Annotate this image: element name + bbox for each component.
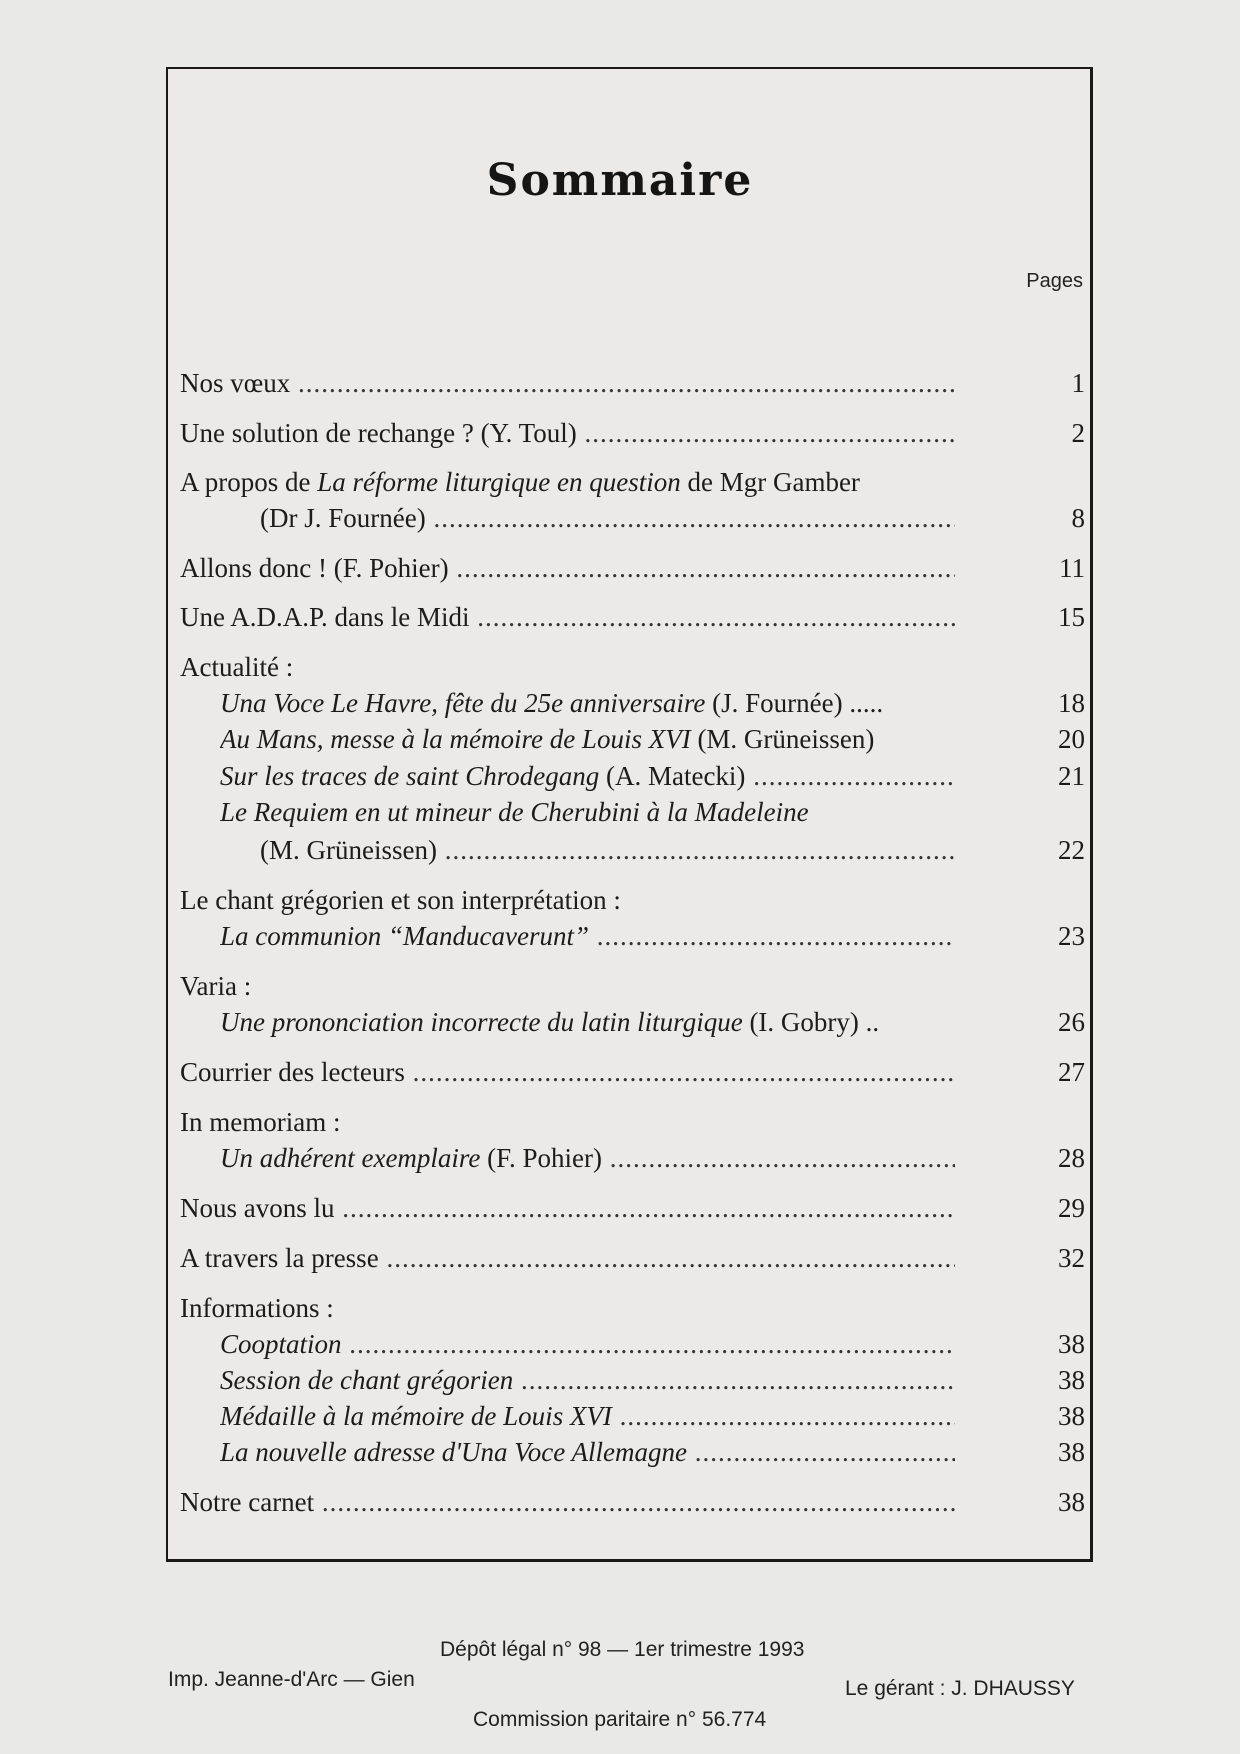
toc-entry-title xyxy=(220,1006,955,1038)
toc-entry-title-text: (F. Pohier) xyxy=(480,1143,603,1173)
toc-entry-title-italic: Au Mans, messe à la mémoire de Louis XVI xyxy=(220,724,691,754)
toc-entry-title xyxy=(180,970,955,1002)
toc-entry-page-number: 21 xyxy=(1058,761,1085,791)
toc-entry-page-number: 11 xyxy=(1059,553,1085,583)
toc-entry-title xyxy=(180,1242,955,1274)
toc-entry-title xyxy=(220,1436,955,1468)
toc-entry-page-number: 22 xyxy=(1058,835,1085,865)
toc-entry-title-italic: Cooptation xyxy=(220,1329,342,1359)
toc-entry-title-italic: Sur les traces de saint Chrodegang xyxy=(220,761,600,791)
toc-entry-page-number: 27 xyxy=(1058,1057,1085,1087)
toc-entry xyxy=(180,502,1085,538)
toc-entry xyxy=(180,920,1085,956)
toc-entry-title xyxy=(180,552,955,584)
toc-entry xyxy=(180,687,1085,723)
toc-entry-title xyxy=(180,1486,955,1518)
toc-entry-title-text: Notre carnet xyxy=(180,1487,315,1517)
toc-entry-title xyxy=(180,466,955,498)
toc-entry xyxy=(180,970,1085,1006)
page-title: Sommaire xyxy=(486,155,754,206)
toc-entry-page-number: 2 xyxy=(1071,418,1085,448)
toc-entry-page-number: 38 xyxy=(1058,1437,1085,1467)
toc-entry-title-text: Informations : xyxy=(180,1293,334,1323)
toc-entry xyxy=(180,834,1085,870)
toc-entry-title xyxy=(180,417,955,449)
toc-entry-title xyxy=(180,1292,955,1324)
toc-entry-page-number: 18 xyxy=(1058,688,1085,718)
toc-entry-title-italic: La communion “Manducaverunt” xyxy=(220,921,589,951)
toc-entry-title-italic: Un adhérent exemplaire xyxy=(220,1143,481,1173)
toc-entry xyxy=(180,367,1085,403)
toc-entry-title-text: Une A.D.A.P. dans le Midi xyxy=(180,602,470,632)
toc-entry-title-italic: Une prononciation incorrecte du latin liturgique xyxy=(220,1007,743,1037)
toc-entry-page-number: 29 xyxy=(1058,1193,1085,1223)
toc-entry-title xyxy=(220,687,955,719)
toc-entry xyxy=(180,723,1085,759)
toc-entry-title-text: Une solution de rechange ? (Y. Toul) xyxy=(180,418,577,448)
toc-entry-title-text: Nos vœux xyxy=(180,368,291,398)
toc-entry-title-text: Le chant grégorien et son interprétation : xyxy=(180,885,621,915)
toc-entry xyxy=(180,466,1085,502)
toc-entry-title-text: Actualité : xyxy=(180,652,294,682)
pages-column-header: Pages xyxy=(1026,270,1083,292)
toc-entry-title xyxy=(220,1364,955,1396)
toc-entry xyxy=(180,884,1085,920)
toc-entry-page-number: 23 xyxy=(1058,921,1085,951)
toc-entry-title-italic: Session de chant grégorien xyxy=(220,1365,514,1395)
toc-entry-title-text: In memoriam : xyxy=(180,1107,341,1137)
toc-entry-title xyxy=(220,723,955,755)
toc-entry xyxy=(180,796,1085,832)
toc-entry-title-text: Courrier des lecteurs xyxy=(180,1057,405,1087)
toc-entry-title xyxy=(220,1142,955,1174)
toc-entry-title xyxy=(180,367,955,399)
toc-entry-title xyxy=(220,920,955,952)
toc-entry-page-number: 38 xyxy=(1058,1401,1085,1431)
toc-entry xyxy=(180,1142,1085,1178)
toc-entry-title xyxy=(220,796,955,828)
toc-entry-title xyxy=(180,651,955,683)
toc-entry-title xyxy=(260,502,955,534)
toc-entry-title-text: Varia : xyxy=(180,971,252,1001)
toc-entry-page-number: 8 xyxy=(1071,503,1085,533)
toc-entry xyxy=(180,1400,1085,1436)
footer-manager: Le gérant : J. DHAUSSY xyxy=(845,1677,1075,1700)
toc-entry xyxy=(180,1436,1085,1472)
toc-entry-page-number: 20 xyxy=(1058,724,1085,754)
toc-entry xyxy=(180,1242,1085,1278)
toc-entry-title xyxy=(260,834,955,866)
toc-entry xyxy=(180,1292,1085,1328)
toc-entry-title-text: (I. Gobry) .. xyxy=(742,1007,880,1037)
toc-entry-title-text: de Mgr Gamber xyxy=(680,467,860,497)
toc-entry-title-italic: La nouvelle adresse d'Una Voce Allemagne xyxy=(220,1437,687,1467)
toc-entry xyxy=(180,1106,1085,1142)
toc-entry-page-number: 28 xyxy=(1058,1143,1085,1173)
toc-entry-page-number: 38 xyxy=(1058,1329,1085,1359)
toc-entry xyxy=(180,1006,1085,1042)
toc-entry xyxy=(180,601,1085,637)
toc-entry-page-number: 15 xyxy=(1058,602,1085,632)
toc-entry-title-text: (Dr J. Fournée) xyxy=(260,503,426,533)
toc-entry xyxy=(180,552,1085,588)
toc-entry-title-text: (M. Grüneissen) xyxy=(260,835,437,865)
toc-entry-title-text: A travers la presse xyxy=(180,1243,379,1273)
footer-printer: Imp. Jeanne-d'Arc — Gien xyxy=(168,1668,415,1691)
toc-entry-title-text: (J. Fournée) ..... xyxy=(705,688,884,718)
toc-entry-page-number: 26 xyxy=(1058,1007,1085,1037)
footer-depot-legal: Dépôt légal n° 98 — 1er trimestre 1993 xyxy=(440,1638,805,1661)
toc-entry-title xyxy=(220,1328,955,1360)
toc-entry-title-text: (M. Grüneissen) xyxy=(690,724,875,754)
toc-entry-page-number: 1 xyxy=(1071,368,1085,398)
toc-entry-title xyxy=(220,1400,955,1432)
toc-entry-title xyxy=(180,1192,955,1224)
toc-entry-title xyxy=(180,601,955,633)
toc-entry-title-italic: Médaille à la mémoire de Louis XVI xyxy=(220,1401,612,1431)
toc-entry-title-text: (A. Matecki) xyxy=(599,761,746,791)
toc-entry xyxy=(180,1056,1085,1092)
toc-entry-page-number: 38 xyxy=(1058,1365,1085,1395)
toc-entry-title xyxy=(180,1106,955,1138)
toc-entry xyxy=(180,1486,1085,1522)
toc-entry xyxy=(180,1328,1085,1364)
toc-entry xyxy=(180,760,1085,796)
toc-entry xyxy=(180,1192,1085,1228)
toc-entry-title-text: A propos de xyxy=(180,467,318,497)
toc-entry xyxy=(180,417,1085,453)
toc-entry-title xyxy=(180,884,955,916)
toc-entry-title-italic: Le Requiem en ut mineur de Cherubini à la Madeleine xyxy=(220,797,809,827)
toc-entry-title-italic: La réforme liturgique en question xyxy=(317,467,681,497)
toc-entry-page-number: 32 xyxy=(1058,1243,1085,1273)
footer-commission: Commission paritaire n° 56.774 xyxy=(473,1708,767,1731)
toc-entry-title-italic: Una Voce Le Havre, fête du 25e anniversaire xyxy=(220,688,706,718)
toc-entry-title-text: Nous avons lu xyxy=(180,1193,335,1223)
toc-entry-title xyxy=(180,1056,955,1088)
toc-entry-title-text: Allons donc ! (F. Pohier) xyxy=(180,553,449,583)
toc-entry-title xyxy=(220,760,955,792)
toc-entry xyxy=(180,1364,1085,1400)
toc-entry-page-number: 38 xyxy=(1058,1487,1085,1517)
toc-entry xyxy=(180,651,1085,687)
